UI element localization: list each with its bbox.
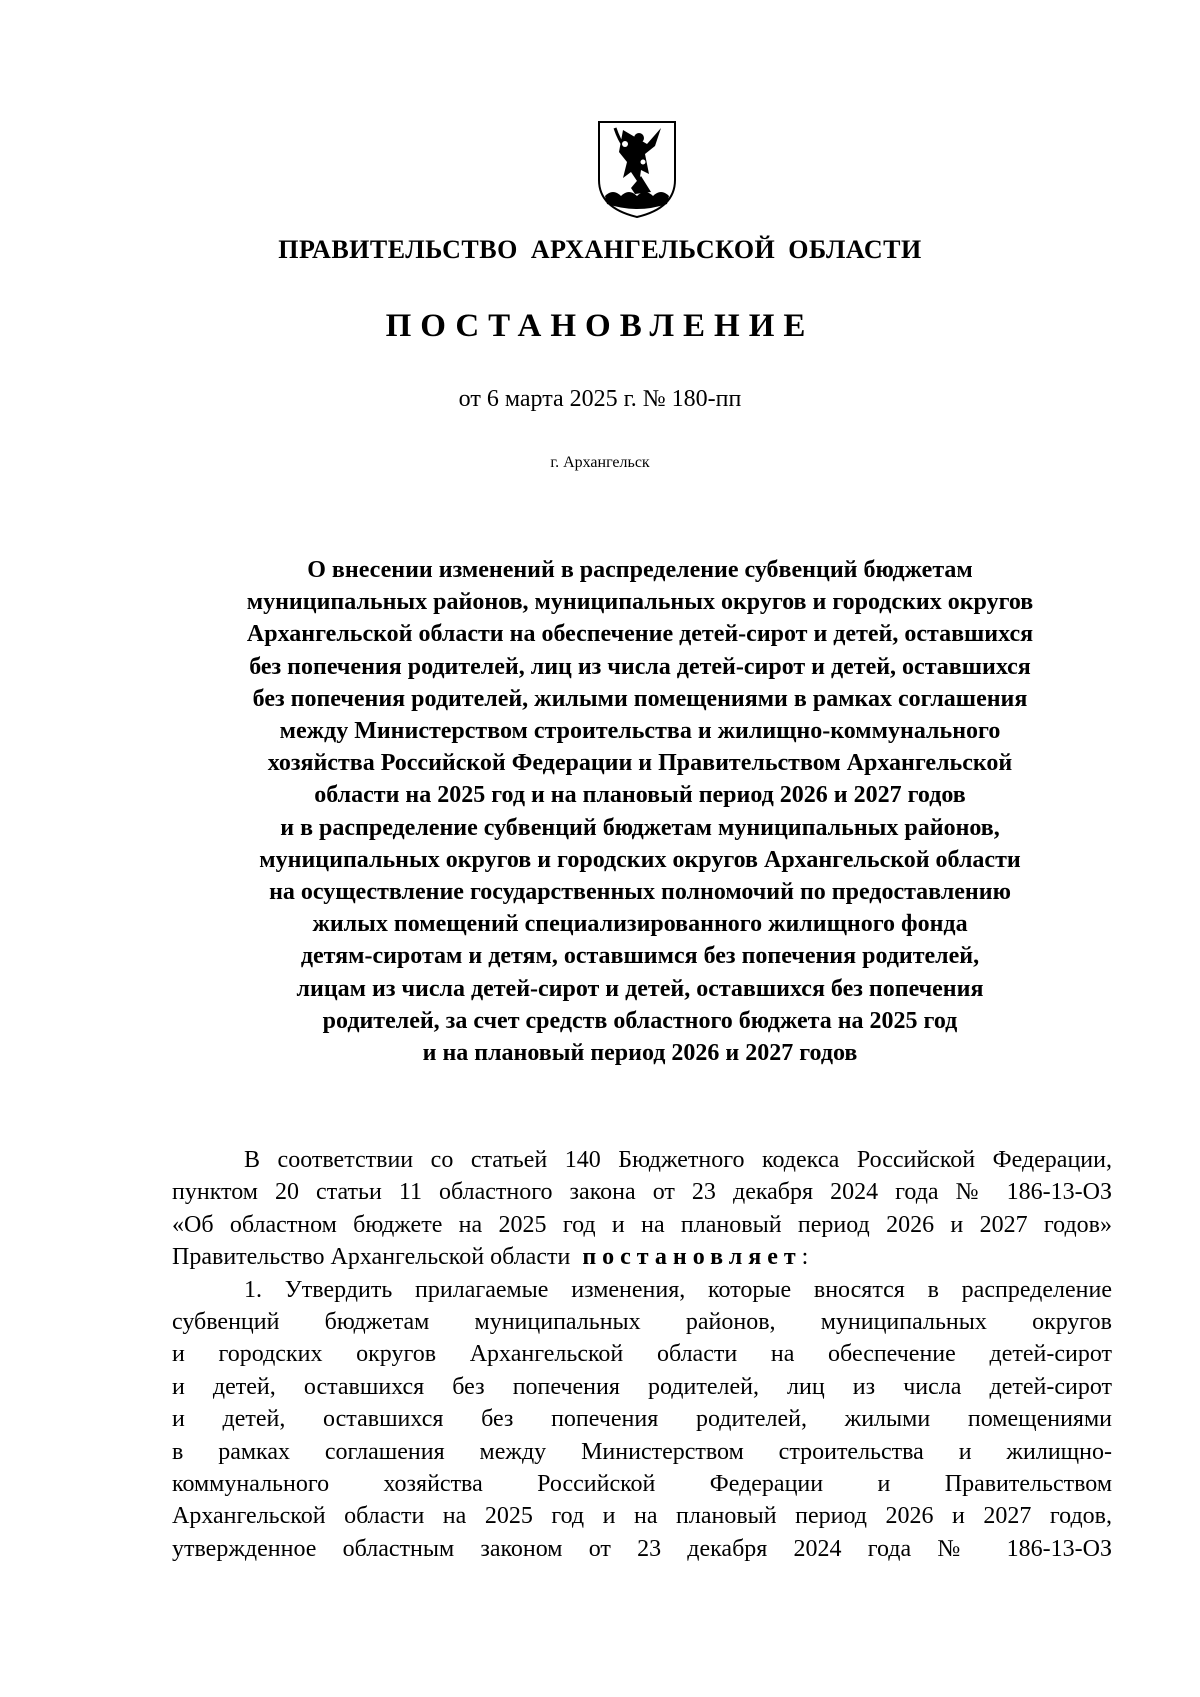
preamble-line: В соответствии со статьей 140 Бюджетного кодекса Российской Федерации,: [244, 1147, 1112, 1173]
item-1-line: Архангельской области на 2025 год и на плановый период 2026 и 2027 годов,: [172, 1503, 1112, 1530]
heading-line: детям-сиротам и детям, оставшимся без попечения родителей,: [300, 943, 980, 970]
document-type: ПОСТАНОВЛЕНИЕ: [385, 308, 815, 344]
heading-line: между Министерством строительства и жилищно-коммунального: [279, 718, 1001, 745]
decree-line: [172, 1241, 1112, 1273]
item-1-line: субвенций бюджетам муниципальных районов, муниципальных округов: [172, 1309, 1112, 1336]
item-1-line: и городских округов Архангельской области на обеспечение детей-сирот: [172, 1341, 1112, 1368]
document-heading: [160, 554, 1120, 1069]
document-body: [172, 1144, 1112, 1565]
heading-line: и в распределение субвенций бюджетам муниципальных районов,: [280, 814, 1000, 841]
heading-line: лицам из числа детей-сирот и детей, оставшихся без попечения: [296, 975, 984, 1002]
item-1-line: утвержденное областным законом от 23 декабря 2024 года № 186-13-ОЗ: [172, 1535, 1112, 1562]
preamble-line: «Об областном бюджете на 2025 год и на плановый период 2026 и 2027 годов»: [172, 1211, 1112, 1238]
document-place: г. Архангельск: [550, 454, 650, 471]
heading-line: Архангельской области на обеспечение детей-сирот и детей, оставшихся: [246, 621, 1034, 648]
archangel-coat-of-arms-icon: [595, 118, 679, 220]
heading-line: муниципальных районов, муниципальных округов и городских округов: [246, 589, 1034, 616]
heading-line: и на плановый период 2026 и 2027 годов: [422, 1040, 858, 1067]
heading-line: хозяйства Российской Федерации и Правительством Архангельской: [267, 750, 1013, 777]
document-date-number: от 6 марта 2025 г. № 180-пп: [458, 386, 742, 412]
item-1-line: коммунального хозяйства Российской Федерации и Правительством: [172, 1471, 1112, 1498]
heading-line: без попечения родителей, жилыми помещениями в рамках соглашения: [252, 685, 1028, 712]
item-1-line: и детей, оставшихся без попечения родителей, лиц из числа детей-сирот: [172, 1373, 1112, 1400]
preamble-line: пунктом 20 статьи 11 областного закона от 23 декабря 2024 года № 186-13-ОЗ: [172, 1179, 1112, 1206]
government-title: ПРАВИТЕЛЬСТВО АРХАНГЕЛЬСКОЙ ОБЛАСТИ: [278, 235, 922, 264]
item-1-line: и детей, оставшихся без попечения родителей, жилыми помещениями: [172, 1406, 1112, 1433]
decree-word: постановляет: [582, 1244, 802, 1271]
heading-line: родителей, за счет средств областного бюджета на 2025 год: [322, 1007, 958, 1034]
heading-line: без попечения родителей, лиц из числа детей-сирот и детей, оставшихся: [249, 653, 1031, 680]
decree-colon: :: [801, 1244, 809, 1271]
heading-line: области на 2025 год и на плановый период 2026 и 2027 годов: [314, 782, 966, 809]
item-1-line: в рамках соглашения между Министерством строительства и жилищно-: [172, 1438, 1112, 1465]
heading-line: О внесении изменений в распределение субвенций бюджетам: [307, 557, 973, 583]
heading-line: жилых помещений специализированного жилищного фонда: [312, 911, 968, 938]
heading-line: на осуществление государственных полномочий по предоставлению: [269, 879, 1011, 906]
item-1-line: 1. Утвердить прилагаемые изменения, которые вносятся в распределение: [244, 1276, 1112, 1303]
heading-line: муниципальных округов и городских округов Архангельской области: [259, 846, 1021, 873]
decree-prefix: Правительство Архангельской области: [172, 1244, 571, 1271]
